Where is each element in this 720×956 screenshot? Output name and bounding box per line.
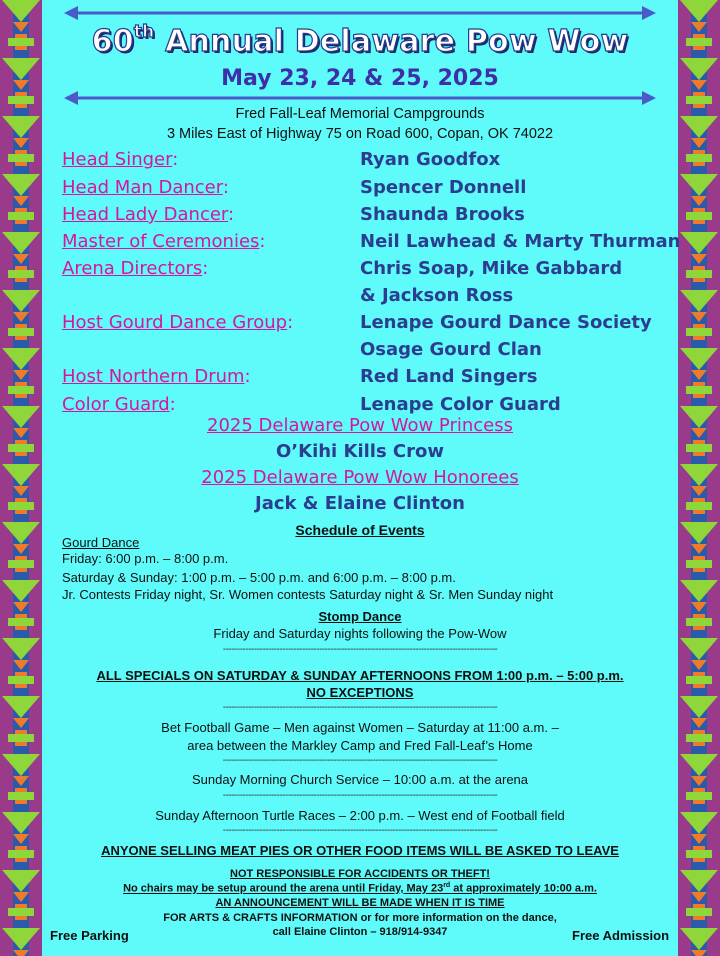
announcement-notice: AN ANNOUNCEMENT WILL BE MADE WHEN IT IS TIME: [215, 897, 505, 909]
host-gourd-label: Host Gourd Dance Group:: [62, 312, 294, 333]
border-cross: [686, 328, 712, 336]
border-cross: [8, 386, 34, 394]
border-cross: [8, 270, 34, 278]
head-singer-label: Head Singer:: [62, 149, 179, 170]
church-service: Sunday Morning Church Service – 10:00 a.m. at the arena: [191, 772, 529, 787]
free-parking: Free Parking: [50, 928, 129, 943]
not-responsible: NOT RESPONSIBLE FOR ACCIDENTS OR THEFT!: [230, 868, 490, 880]
stomp-dance-text: Friday and Saturday nights following the Pow-Wow: [213, 626, 507, 641]
border-cross: [8, 154, 34, 162]
border-cross: [8, 444, 34, 452]
border-cross: [686, 154, 712, 162]
contests-info: Jr. Contests Friday night, Sr. Women contests Saturday night & Sr. Men Sunday night: [62, 587, 554, 602]
stomp-dance-heading: Stomp Dance: [318, 609, 402, 624]
host-gourd-value-2: Osage Gourd Clan: [360, 339, 542, 360]
divider: -------------------------------------------------------------------------------------------------: [222, 755, 498, 766]
gourd-dance-heading: Gourd Dance: [62, 535, 140, 550]
border-cross: [686, 908, 712, 916]
border-cross: [686, 444, 712, 452]
head-singer-value: Ryan Goodfox: [360, 149, 501, 170]
top-double-arrow: [64, 6, 656, 20]
gourd-weekend: Saturday & Sunday: 1:00 p.m. – 5:00 p.m. and 6:00 p.m. – 8:00 p.m.: [62, 570, 456, 585]
head-man-dancer-label: Head Man Dancer:: [62, 177, 229, 198]
turtle-races: Sunday Afternoon Turtle Races – 2:00 p.m. – West end of Football field: [155, 808, 565, 823]
border-cross: [686, 386, 712, 394]
arena-directors-value: Chris Soap, Mike Gabbard: [360, 258, 623, 279]
mc-label: Master of Ceremonies:: [62, 231, 266, 252]
specials-line-2: NO EXCEPTIONS: [306, 685, 414, 700]
honorees-name: Jack & Elaine Clinton: [255, 493, 465, 514]
border-cross: [8, 96, 34, 104]
host-drum-value: Red Land Singers: [360, 366, 538, 387]
honorees-label: 2025 Delaware Pow Wow Honorees: [201, 467, 519, 488]
divider: -------------------------------------------------------------------------------------------------: [222, 790, 498, 801]
border-cross: [8, 792, 34, 800]
border-cross: [686, 38, 712, 46]
color-guard-value: Lenape Color Guard: [360, 394, 561, 415]
border-cross: [686, 676, 712, 684]
border-cross: [8, 328, 34, 336]
arts-crafts-line-2: call Elaine Clinton – 918/914-9347: [272, 926, 448, 938]
border-cross: [8, 212, 34, 220]
border-cross: [8, 38, 34, 46]
princess-label: 2025 Delaware Pow Wow Princess: [207, 415, 513, 436]
arts-crafts-line-1: FOR ARTS & CRAFTS INFORMATION or for more information on the dance,: [163, 912, 557, 924]
head-man-dancer-value: Spencer Donnell: [360, 177, 527, 198]
football-line-1: Bet Football Game – Men against Women – Saturday at 11:00 a.m. –: [161, 720, 559, 735]
border-cross: [8, 618, 34, 626]
bottom-double-arrow: [64, 91, 656, 105]
page-title: 60th Annual Delaware Pow Wow: [91, 22, 629, 59]
schedule-heading: Schedule of Events: [295, 522, 425, 538]
border-cross: [8, 734, 34, 742]
border-cross: [686, 734, 712, 742]
mc-value: Neil Lawhead & Marty Thurman: [360, 231, 681, 252]
venue-address: 3 Miles East of Highway 75 on Road 600, Copan, OK 74022: [166, 126, 554, 142]
specials-line-1: ALL SPECIALS ON SATURDAY & SUNDAY AFTERNOONS FROM 1:00 p.m. – 5:00 p.m.: [96, 668, 624, 683]
right-border-pattern: [678, 0, 720, 956]
border-cross: [686, 792, 712, 800]
arena-directors-value-2: & Jackson Ross: [360, 285, 514, 306]
event-dates: May 23, 24 & 25, 2025: [221, 66, 499, 91]
princess-name: O’Kihi Kills Crow: [275, 441, 445, 462]
border-cross: [686, 850, 712, 858]
border-cross: [686, 618, 712, 626]
divider: -------------------------------------------------------------------------------------------------: [222, 825, 498, 836]
left-border-pattern: [0, 0, 42, 956]
head-lady-dancer-value: Shaunda Brooks: [360, 204, 525, 225]
free-admission: Free Admission: [572, 928, 670, 943]
border-cross: [8, 676, 34, 684]
border-cross: [686, 96, 712, 104]
food-warning: ANYONE SELLING MEAT PIES OR OTHER FOOD ITEMS WILL BE ASKED TO LEAVE: [101, 843, 619, 858]
divider: -------------------------------------------------------------------------------------------------: [222, 702, 498, 713]
head-lady-dancer-label: Head Lady Dancer:: [62, 204, 235, 225]
border-cross: [8, 502, 34, 510]
border-cross: [8, 850, 34, 858]
divider: -------------------------------------------------------------------------------------------------: [222, 644, 498, 655]
arena-directors-label: Arena Directors:: [62, 258, 209, 279]
venue-name: Fred Fall-Leaf Memorial Campgrounds: [235, 106, 485, 122]
football-line-2: area between the Markley Camp and Fred Fall-Leaf’s Home: [187, 738, 533, 753]
host-drum-label: Host Northern Drum:: [62, 366, 251, 387]
gourd-friday: Friday: 6:00 p.m. – 8:00 p.m.: [62, 551, 229, 566]
border-cross: [8, 908, 34, 916]
border-cross: [686, 560, 712, 568]
border-cross: [686, 270, 712, 278]
host-gourd-value: Lenape Gourd Dance Society: [360, 312, 652, 333]
color-guard-label: Color Guard:: [62, 394, 176, 415]
border-cross: [686, 212, 712, 220]
border-cross: [8, 560, 34, 568]
border-cross: [686, 502, 712, 510]
chairs-notice: No chairs may be setup around the arena until Friday, May 23rd at approximately 10:00 a.m.: [123, 882, 597, 895]
